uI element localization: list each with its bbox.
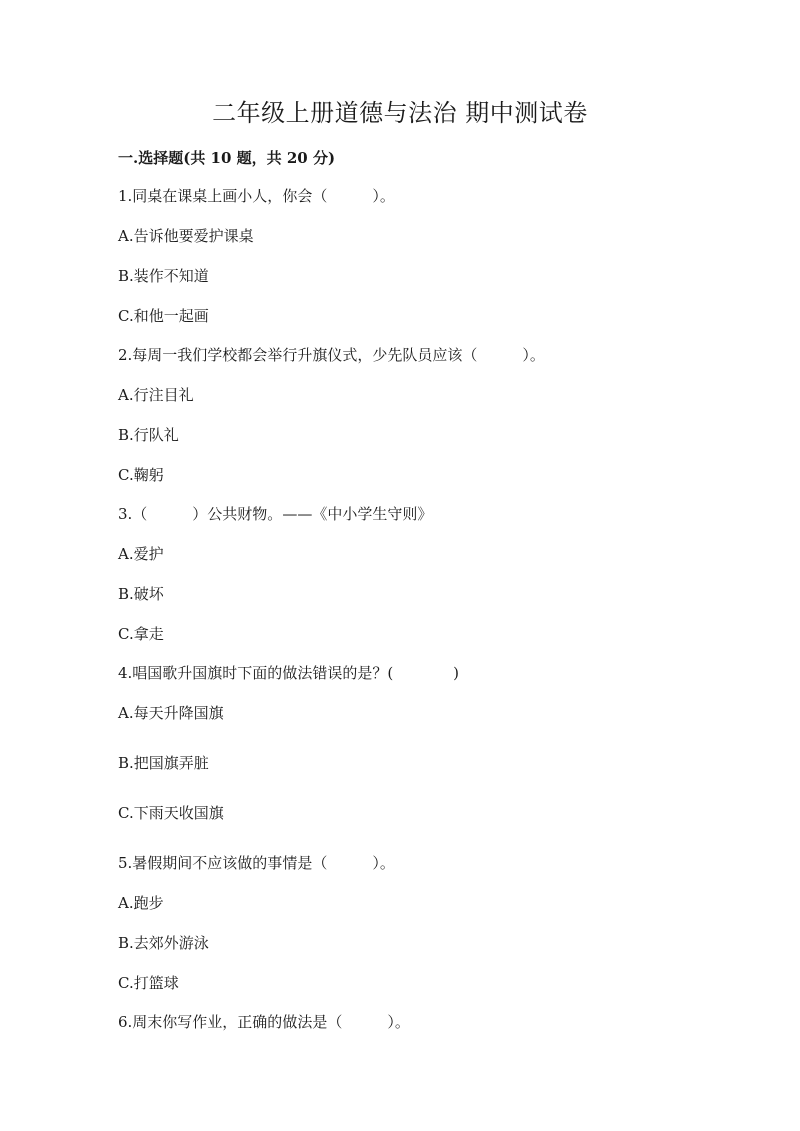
question-4-option-a: A.每天升降国旗 — [118, 704, 224, 722]
question-1-option-c: C.和他一起画 — [118, 307, 209, 325]
question-5-option-b: B.去郊外游泳 — [118, 934, 209, 952]
question-5-stem: 5.暑假期间不应该做的事情是（ ）。 — [118, 854, 395, 872]
question-3-option-b: B.破坏 — [118, 585, 164, 603]
question-3-option-c: C.拿走 — [118, 625, 164, 643]
question-6-stem: 6.周末你写作业，正确的做法是（ ）。 — [118, 1013, 410, 1031]
question-2-stem: 2.每周一我们学校都会举行升旗仪式，少先队员应该（ ）。 — [118, 346, 545, 364]
question-3-option-a: A.爱护 — [118, 545, 164, 563]
question-1-option-b: B.装作不知道 — [118, 267, 209, 285]
question-5-option-a: A.跑步 — [118, 894, 164, 912]
question-4-stem: 4.唱国歌升国旗时下面的做法错误的是？( ) — [118, 664, 460, 682]
question-2-option-b: B.行队礼 — [118, 426, 179, 444]
question-1-option-a: A.告诉他要爱护课桌 — [118, 227, 254, 245]
page-title: 二年级上册道德与法治 期中测试卷 — [212, 99, 588, 127]
question-1-stem: 1.同桌在课桌上画小人，你会（ ）。 — [118, 187, 395, 205]
section-heading: 一.选择题(共 10 题，共 20 分) — [118, 149, 336, 167]
question-5-option-c: C.打篮球 — [118, 974, 179, 992]
question-4-option-c: C.下雨天收国旗 — [118, 804, 224, 822]
question-2-option-c: C.鞠躬 — [118, 466, 164, 484]
question-2-option-a: A.行注目礼 — [118, 386, 194, 404]
question-3-stem: 3.（ ）公共财物。——《中小学生守则》 — [118, 505, 433, 523]
question-4-option-b: B.把国旗弄脏 — [118, 754, 209, 772]
